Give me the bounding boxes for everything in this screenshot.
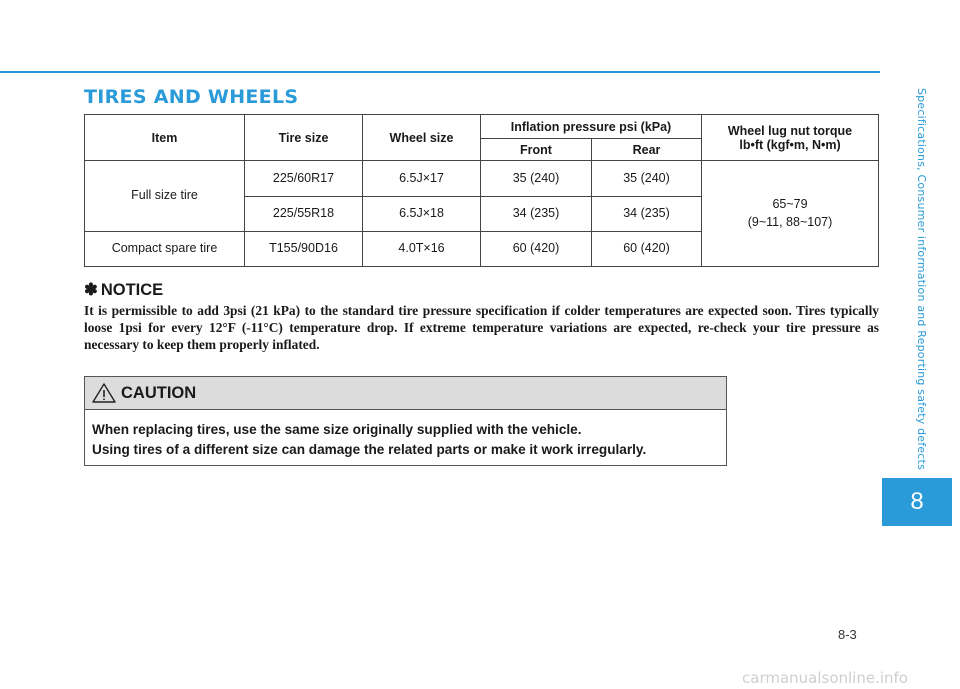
watermark: carmanualsonline.info [742,669,908,687]
caution-line: When replacing tires, use the same size originally supplied with the vehicle. [92,422,582,437]
cell-wheel-size: 6.5J×18 [363,197,481,232]
tire-spec-table [84,114,879,267]
chapter-badge: 8 [882,478,952,526]
caution-line: Using tires of a different size can damage the related parts or make it work irregularly. [92,442,647,457]
header-rear: Rear [592,139,702,161]
section-title: TIRES AND WHEELS [84,86,299,108]
side-tab-label: Specifications, Consumer information and Reporting safety defects [915,88,928,470]
header-wheel-size: Wheel size [363,115,481,161]
cell-tire-size: 225/60R17 [245,161,363,197]
table-row [85,161,879,197]
caution-body [85,410,726,460]
header-inflation-pressure: Inflation pressure psi (kPa) [481,115,702,139]
torque-value-metric: (9~11, 88~107) [747,214,833,229]
header-torque-line1: Wheel lug nut torque [727,123,853,138]
header-lug-nut-torque [702,115,879,161]
cell-item: Full size tire [85,161,245,232]
cell-tire-size: T155/90D16 [245,232,363,267]
page-number: 8-3 [838,627,857,642]
cell-front-pressure: 34 (235) [481,197,592,232]
cell-wheel-size: 6.5J×17 [363,161,481,197]
warning-triangle-icon [91,382,117,404]
cell-item: Compact spare tire [85,232,245,267]
cell-wheel-size: 4.0T×16 [363,232,481,267]
caution-title: CAUTION [121,383,197,402]
cell-rear-pressure: 60 (420) [592,232,702,267]
header-item: Item [85,115,245,161]
header-torque-line2: lb•ft (kgf•m, N•m) [739,137,841,152]
header-front: Front [481,139,592,161]
notice-heading [84,280,163,300]
header-tire-size: Tire size [245,115,363,161]
cell-front-pressure: 60 (420) [481,232,592,267]
cell-tire-size: 225/55R18 [245,197,363,232]
notice-text: It is permissible to add 3psi (21 kPa) to the standard tire pressure specification if colder temperatures are expected soon. Tires typically loose 1psi for every 12°F (-11°C) temperature drop. If extreme temperature variations are expected, re-check your tire pressure as necessary to keep them properly inflated. [84,303,879,352]
table-header-row [85,115,879,139]
header-rule [0,71,880,73]
notice-title: NOTICE [100,281,164,299]
torque-value: 65~79 [772,197,808,211]
cell-rear-pressure: 35 (240) [592,161,702,197]
cell-rear-pressure: 34 (235) [592,197,702,232]
caution-box [84,376,727,466]
cell-front-pressure: 35 (240) [481,161,592,197]
caution-header [85,377,726,410]
notice-star-icon: ✽ [84,281,98,299]
cell-lug-nut-torque [702,161,879,267]
